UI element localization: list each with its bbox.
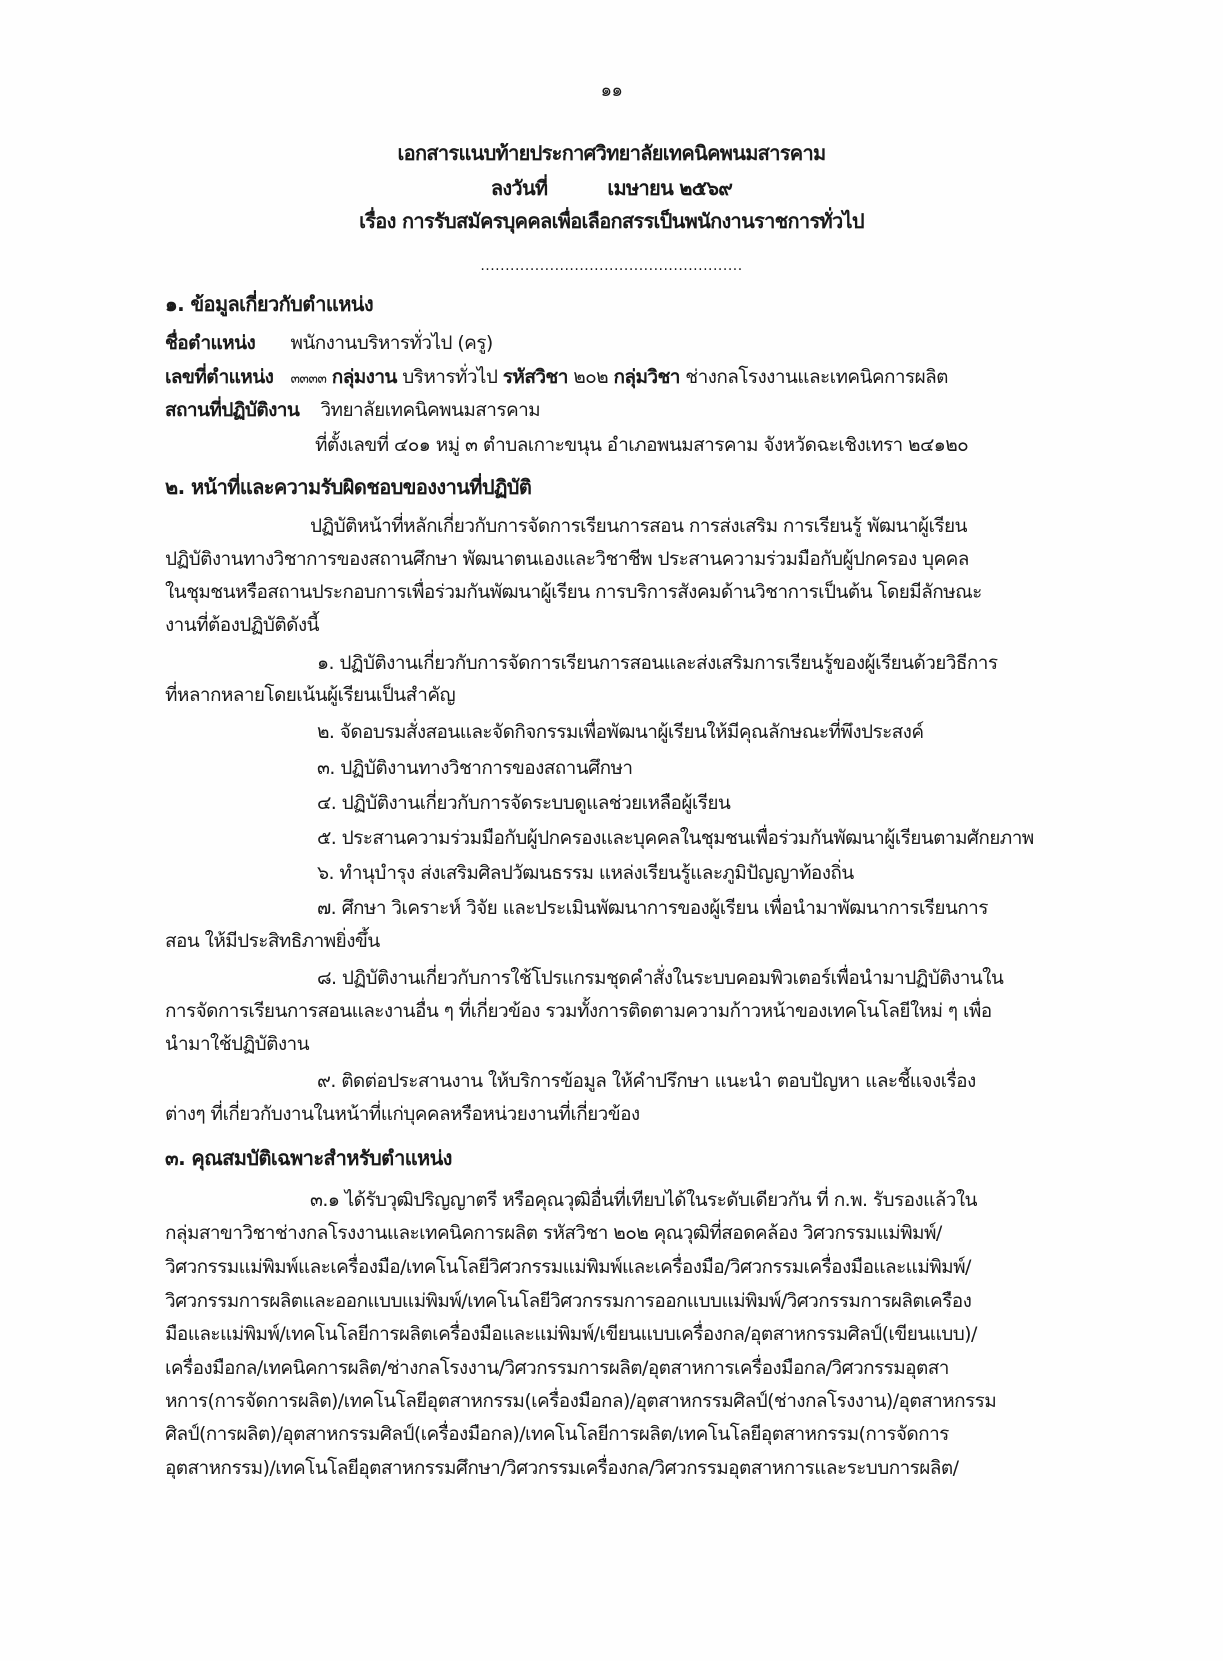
qualification-line: กลุ่มสาขาวิชาช่างกลโรงงานและเทคนิคการผลิต รหัสวิชา ๒๐๒ คุณวุฒิที่สอดคล้อง วิศวกรรมแม่พิมพ์/: [165, 1222, 942, 1244]
section2-intro-line: ในชุมชนหรือสถานประกอบการเพื่อร่วมกันพัฒนาผู้เรียน การบริการสังคมด้านวิชาการเป็นต้น โดยมีลักษณะ: [165, 581, 982, 603]
section2-intro-line: งานที่ต้องปฏิบัติดังนี้: [165, 614, 319, 636]
header-title: เอกสารแนบท้ายประกาศวิทยาลัยเทคนิคพนมสารคาม: [397, 141, 826, 165]
work-group-label: กลุ่มงาน: [331, 366, 397, 388]
qualification-line: วิศวกรรมการผลิตและออกแบบแม่พิมพ์/เทคโนโลยีวิศวกรรมการออกแบบแม่พิมพ์/วิศวกรรมการผลิตเครือง: [165, 1290, 972, 1312]
qualification-line: เครื่องมือกล/เทคนิคการผลิต/ช่างกลโรงงาน/วิศวกรรมการผลิต/อุตสาหการเครื่องมือกล/วิศวกรรมอุตสา: [165, 1357, 949, 1379]
position-number-label: เลขที่ตำแหน่ง: [165, 366, 274, 388]
duty-item-6: ๖. ทำนุบำรุง ส่งเสริมศิลปวัฒนธรรม แหล่งเรียนรู้และภูมิปัญญาท้องถิ่น: [317, 862, 854, 884]
position-name-label: ชื่อตำแหน่ง: [165, 332, 256, 354]
header-date-label: ลงวันที่: [490, 176, 548, 200]
duty-item-7: ๗. ศึกษา วิเคราะห์ วิจัย และประเมินพัฒนาการของผู้เรียน เพื่อนำมาพัฒนาการเรียนการ: [317, 897, 988, 919]
position-number-row: [165, 364, 948, 392]
header-subject: เรื่อง การรับสมัครบุคคลเพื่อเลือกสรรเป็นพนักงานราชการทั่วไป: [359, 209, 864, 233]
section2-intro-line: ปฏิบัติหน้าที่หลักเกี่ยวกับการจัดการเรียนการสอน การส่งเสริม การเรียนรู้ พัฒนาผู้เรียน: [310, 515, 967, 537]
position-name-row: [165, 330, 493, 356]
duty-item-1: ๑. ปฏิบัติงานเกี่ยวกับการจัดการเรียนการสอนและส่งเสริมการเรียนรู้ของผู้เรียนด้วยวิธีการ: [317, 652, 998, 674]
workplace-address: ที่ตั้งเลขที่ ๔๐๑ หมู่ ๓ ตำบลเกาะขนุน อำเภอพนมสารคาม จังหวัดฉะเชิงเทรา ๒๔๑๒๐: [315, 434, 969, 456]
duty-item-8-cont: นำมาใช้ปฏิบัติงาน: [165, 1033, 309, 1055]
duty-item-8-cont: การจัดการเรียนการสอนและงานอื่น ๆ ที่เกี่ยวข้อง รวมทั้งการติดตามความก้าวหน้าของเทคโนโลยีใหม่ ๆ เพื่อ: [165, 1000, 992, 1022]
duty-item-7-cont: สอน ให้มีประสิทธิภาพยิ่งขึ้น: [165, 930, 380, 952]
duty-item-3: ๓. ปฏิบัติงานทางวิชาการของสถานศึกษา: [317, 757, 633, 779]
header-date-value: เมษายน ๒๕๖๙: [607, 176, 733, 200]
qualification-line: วิศวกรรมแม่พิมพ์และเครื่องมือ/เทคโนโลยีวิศวกรรมแม่พิมพ์และเครื่องมือ/วิศวกรรมเครื่องมือและแม่พิมพ์/: [165, 1256, 971, 1278]
qualification-line: มือและแม่พิมพ์/เทคโนโลยีการผลิตเครื่องมือและแม่พิมพ์/เขียนแบบเครื่องกล/อุตสาหกรรมศิลป์(เขียนแบบ)/: [165, 1323, 977, 1345]
section2-intro-line: ปฏิบัติงานทางวิชาการของสถานศึกษา พัฒนาตนเองและวิชาชีพ ประสานความร่วมมือกับผู้ปกครอง บุคคล: [165, 548, 969, 570]
subject-code-label: รหัสวิชา: [502, 366, 568, 388]
qualification-line: ๓.๑ ได้รับวุฒิปริญญาตรี หรือคุณวุฒิอื่นที่เทียบได้ในระดับเดียวกัน ที่ ก.พ. รับรองแล้วใน: [310, 1189, 977, 1211]
section2-heading: ๒. หน้าที่และความรับผิดชอบของงานที่ปฏิบัติ: [165, 475, 532, 499]
subject-code-value: ๒๐๒: [573, 366, 609, 388]
workplace-value: วิทยาลัยเทคนิคพนมสารคาม: [320, 399, 541, 421]
subject-group-value: ช่างกลโรงงานและเทคนิคการผลิต: [685, 366, 948, 388]
duty-item-9: ๙. ติดต่อประสานงาน ให้บริการข้อมูล ให้คำปรึกษา แนะนำ ตอบปัญหา และชี้แจงเรื่อง: [317, 1070, 976, 1092]
workplace-row: [165, 397, 540, 423]
section1-heading: ๑. ข้อมูลเกี่ยวกับตำแหน่ง: [165, 292, 374, 316]
position-number-value: ๓๓๓๓: [290, 371, 327, 387]
qualification-line: ศิลป์(การผลิต)/อุตสาหกรรมศิลป์(เครื่องมือกล)/เทคโนโลยีการผลิต/เทคโนโลยีอุตสาหกรรม(การจัดการ: [165, 1423, 949, 1445]
duty-item-2: ๒. จัดอบรมสั่งสอนและจัดกิจกรรมเพื่อพัฒนาผู้เรียนให้มีคุณลักษณะที่พึงประสงค์: [317, 721, 924, 743]
qualification-line: อุตสาหกรรม)/เทคโนโลยีอุตสาหกรรมศึกษา/วิศวกรรมเครื่องกล/วิศวกรรมอุตสาหการและระบบการผลิต/: [165, 1457, 959, 1479]
workplace-label: สถานที่ปฏิบัติงาน: [165, 399, 300, 421]
duty-item-4: ๔. ปฏิบัติงานเกี่ยวกับการจัดระบบดูแลช่วยเหลือผู้เรียน: [317, 792, 731, 814]
duty-item-1-cont: ที่หลากหลายโดยเน้นผู้เรียนเป็นสำคัญ: [165, 684, 456, 706]
duty-item-8: ๘. ปฏิบัติงานเกี่ยวกับการใช้โปรแกรมชุดคำสั่งในระบบคอมพิวเตอร์เพื่อนำมาปฏิบัติงานใน: [317, 967, 1004, 989]
qualification-line: หการ(การจัดการผลิต)/เทคโนโลยีอุตสาหกรรม(เครื่องมือกล)/อุตสาหกรรมศิลป์(ช่างกลโรงงาน)/อุตสาหกรรม: [165, 1390, 997, 1412]
position-name-value: พนักงานบริหารทั่วไป (ครู): [290, 332, 493, 354]
header-date: [0, 175, 1223, 201]
section3-heading: ๓. คุณสมบัติเฉพาะสำหรับตำแหน่ง: [165, 1146, 452, 1170]
work-group-value: บริหารทั่วไป: [402, 366, 498, 388]
duty-item-9-cont: ต่างๆ ที่เกี่ยวกับงานในหน้าที่แก่บุคคลหรือหน่วยงานที่เกี่ยวข้อง: [165, 1103, 640, 1125]
subject-group-label: กลุ่มวิชา: [613, 366, 680, 388]
page-number: ๑๑: [600, 80, 623, 101]
header-separator: .....................................................: [480, 258, 743, 274]
duty-item-5: ๕. ประสานความร่วมมือกับผู้ปกครองและบุคคลในชุมชนเพื่อร่วมกันพัฒนาผู้เรียนตามศักยภาพ: [317, 827, 1034, 849]
